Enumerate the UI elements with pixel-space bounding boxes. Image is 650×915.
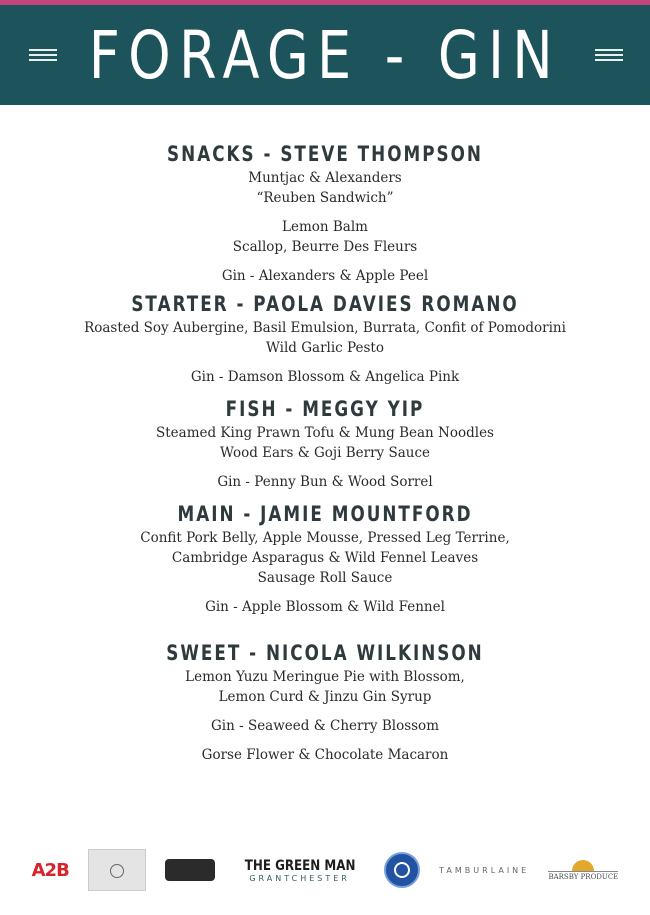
dish-line: Gorse Flower & Chocolate Macaron xyxy=(201,747,449,763)
dish-line: “Reuben Sandwich” xyxy=(256,190,394,206)
butchers-logo xyxy=(88,849,146,891)
course-starter xyxy=(0,290,650,387)
menu-body xyxy=(0,140,650,773)
course-title: SNACKS - STEVE THOMPSON xyxy=(167,142,483,166)
course-sweet xyxy=(0,639,650,765)
header-banner xyxy=(0,5,650,105)
course-title: MAIN - JAMIE MOUNTFORD xyxy=(177,502,473,526)
dish-line: Confit Pork Belly, Apple Mousse, Pressed Leg Terrine, xyxy=(140,530,510,546)
barsby-produce-logo: BARSBY PRODUCE xyxy=(548,860,618,881)
gin-pairing: Gin - Damson Blossom & Angelica Pink xyxy=(190,369,460,385)
a2b-logo: A2B xyxy=(31,859,69,881)
menu-lines-icon xyxy=(595,49,623,64)
sun-icon xyxy=(572,860,594,871)
gin-pairing: Gin - Apple Blossom & Wild Fennel xyxy=(205,599,445,615)
page-title: FORAGE - GIN xyxy=(88,16,562,94)
gin-pairing: Gin - Seaweed & Cherry Blossom xyxy=(211,718,439,734)
dish-line: Sausage Roll Sauce xyxy=(257,570,393,586)
dish-line: Lemon Balm xyxy=(282,219,368,235)
course-title: SWEET - NICOLA WILKINSON xyxy=(166,641,484,665)
course-snacks xyxy=(0,140,650,286)
course-title: FISH - MEGGY YIP xyxy=(225,397,425,421)
dish-line: Lemon Yuzu Meringue Pie with Blossom, xyxy=(185,669,465,685)
course-fish xyxy=(0,395,650,492)
menu-lines-icon xyxy=(29,49,57,64)
dish-line: Wood Ears & Goji Berry Sauce xyxy=(219,445,430,461)
gin-pairing: Gin - Alexanders & Apple Peel xyxy=(221,268,429,284)
romanos-logo xyxy=(165,859,215,881)
dish-line: Scallop, Beurre Des Fleurs xyxy=(232,239,418,255)
course-title: STARTER - PAOLA DAVIES ROMANO xyxy=(131,292,519,316)
dish-line: Steamed King Prawn Tofu & Mung Bean Noodles xyxy=(155,425,494,441)
gin-pairing: Gin - Penny Bun & Wood Sorrel xyxy=(217,474,433,490)
round-badge-icon xyxy=(384,852,420,888)
dish-line: Cambridge Asparagus & Wild Fennel Leaves xyxy=(171,550,479,566)
dish-line: Lemon Curd & Jinzu Gin Syrup xyxy=(218,689,432,705)
dish-line: Wild Garlic Pesto xyxy=(266,340,384,356)
green-man-logo: THE GREEN MAN GRANTCHESTER xyxy=(244,857,355,883)
dish-line: Roasted Soy Aubergine, Basil Emulsion, Burrata, Confit of Pomodorini xyxy=(84,320,566,336)
course-main xyxy=(0,500,650,617)
tamburlaine-logo: TAMBURLAINE xyxy=(439,865,530,875)
dish-line: Muntjac & Alexanders xyxy=(248,170,402,186)
sponsor-logos xyxy=(0,840,650,900)
